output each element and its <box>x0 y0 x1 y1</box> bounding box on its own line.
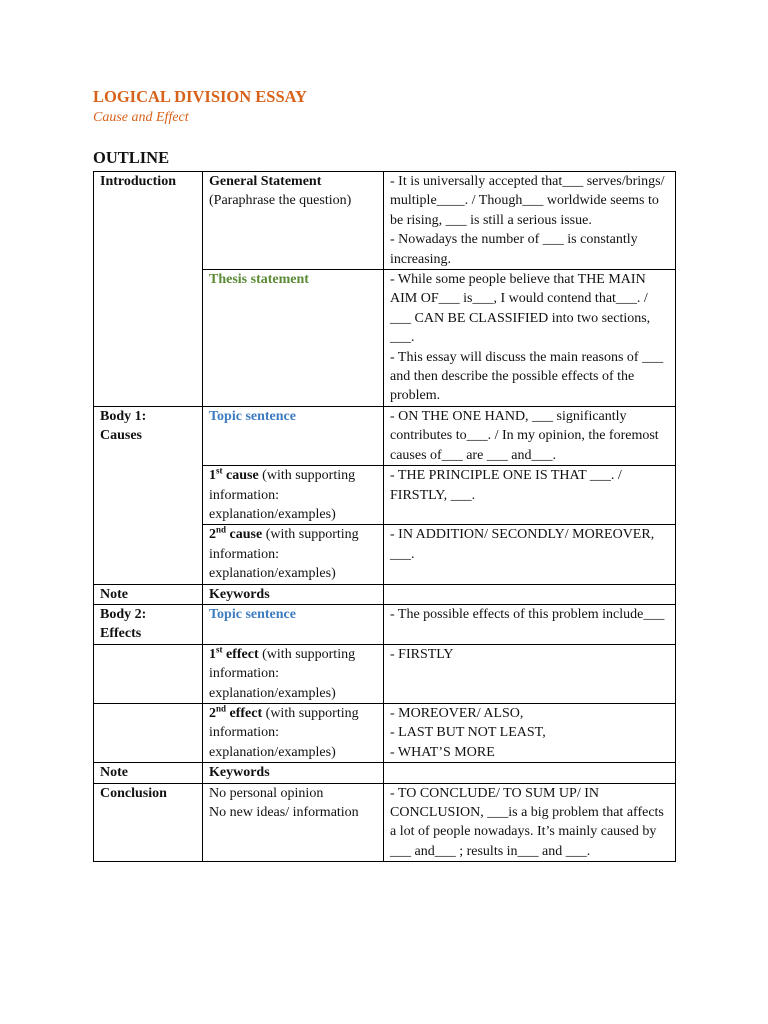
general-statement-text-1: - It is universally accepted that___ serves/brings/ multiple____. / Though___ worldwide seems to be rising, ___ is still a serious issue. <box>390 174 665 228</box>
table-row <box>94 406 676 465</box>
section-label-body2: Body 2: Effects <box>94 604 203 644</box>
table-row <box>94 604 676 644</box>
page-title: LOGICAL DIVISION ESSAY <box>93 87 307 106</box>
keywords-empty-cell <box>384 584 676 604</box>
cell-body2-effect1-text: - FIRSTLY <box>384 644 676 703</box>
cell-conclusion-notes: No personal opinion No new ideas/ information <box>203 783 384 862</box>
cell-thesis-text <box>384 270 676 407</box>
cell-body2-effect2-text: - MOREOVER/ ALSO, - LAST BUT NOT LEAST, - WHAT’S MORE <box>384 703 676 762</box>
table-row <box>94 783 676 862</box>
thesis-label: Thesis statement <box>209 272 309 288</box>
keywords-empty-cell <box>384 763 676 783</box>
topic-sentence-label: Topic sentence <box>209 408 296 424</box>
cell-body2-topic <box>203 604 384 644</box>
table-row <box>94 584 676 604</box>
table-row <box>94 763 676 783</box>
cell-body1-topic <box>203 406 384 465</box>
cell-body1-cause2-text: - IN ADDITION/ SECONDLY/ MOREOVER, ___. <box>384 525 676 584</box>
note-label: Note <box>94 763 203 783</box>
outline-heading: OUTLINE <box>93 148 170 167</box>
outline-table <box>93 171 676 862</box>
cell-general-statement <box>203 172 384 270</box>
cell-body2-topic-text: - The possible effects of this problem include___ <box>384 604 676 644</box>
keywords-label: Keywords <box>203 763 384 783</box>
page-subtitle: Cause and Effect <box>93 110 189 125</box>
general-statement-sub: (Paraphrase the question) <box>209 193 352 209</box>
cell-body1-cause2: 2nd cause (with supporting information: explanation/examples) <box>203 525 384 584</box>
empty-cell <box>94 644 203 703</box>
note-label: Note <box>94 584 203 604</box>
document-page <box>93 86 675 859</box>
table-row <box>94 703 676 762</box>
topic-sentence-label: Topic sentence <box>209 606 296 622</box>
cell-body2-effect1: 1st effect (with supporting information: explanation/examples) <box>203 644 384 703</box>
cell-body1-cause1: 1st cause (with supporting information: explanation/examples) <box>203 466 384 525</box>
cell-body2-effect2: 2nd effect (with supporting information: explanation/examples) <box>203 703 384 762</box>
empty-cell <box>94 703 203 762</box>
cell-conclusion-text: - TO CONCLUDE/ TO SUM UP/ IN CONCLUSION, ___is a big problem that affects a lot of people nowadays. It’s mainly caused by ___ and___ ; results in___ and ___. <box>384 783 676 862</box>
thesis-text-2: - This essay will discuss the main reasons of ___ and then describe the possible effects of the problem. <box>390 349 664 404</box>
table-row <box>94 172 676 270</box>
section-label-introduction: Introduction <box>94 172 203 407</box>
general-statement-label: General Statement <box>209 174 322 189</box>
general-statement-text-2: - Nowadays the number of ___ is constantly increasing. <box>390 232 638 267</box>
section-label-body1: Body 1: Causes <box>94 406 203 584</box>
thesis-text-1: - While some people believe that THE MAIN AIM OF___ is___, I would contend that___. / ___ CAN BE CLASSIFIED into two sections, ___. <box>390 272 651 346</box>
cell-thesis <box>203 270 384 407</box>
table-row <box>94 644 676 703</box>
cell-body1-topic-text: - ON THE ONE HAND, ___ significantly contributes to___. / In my opinion, the foremost causes of___ are ___ and___. <box>384 406 676 465</box>
cell-general-statement-text <box>384 172 676 270</box>
keywords-label: Keywords <box>203 584 384 604</box>
cell-body1-cause1-text: - THE PRINCIPLE ONE IS THAT ___. / FIRSTLY, ___. <box>384 466 676 525</box>
section-label-conclusion: Conclusion <box>94 783 203 862</box>
